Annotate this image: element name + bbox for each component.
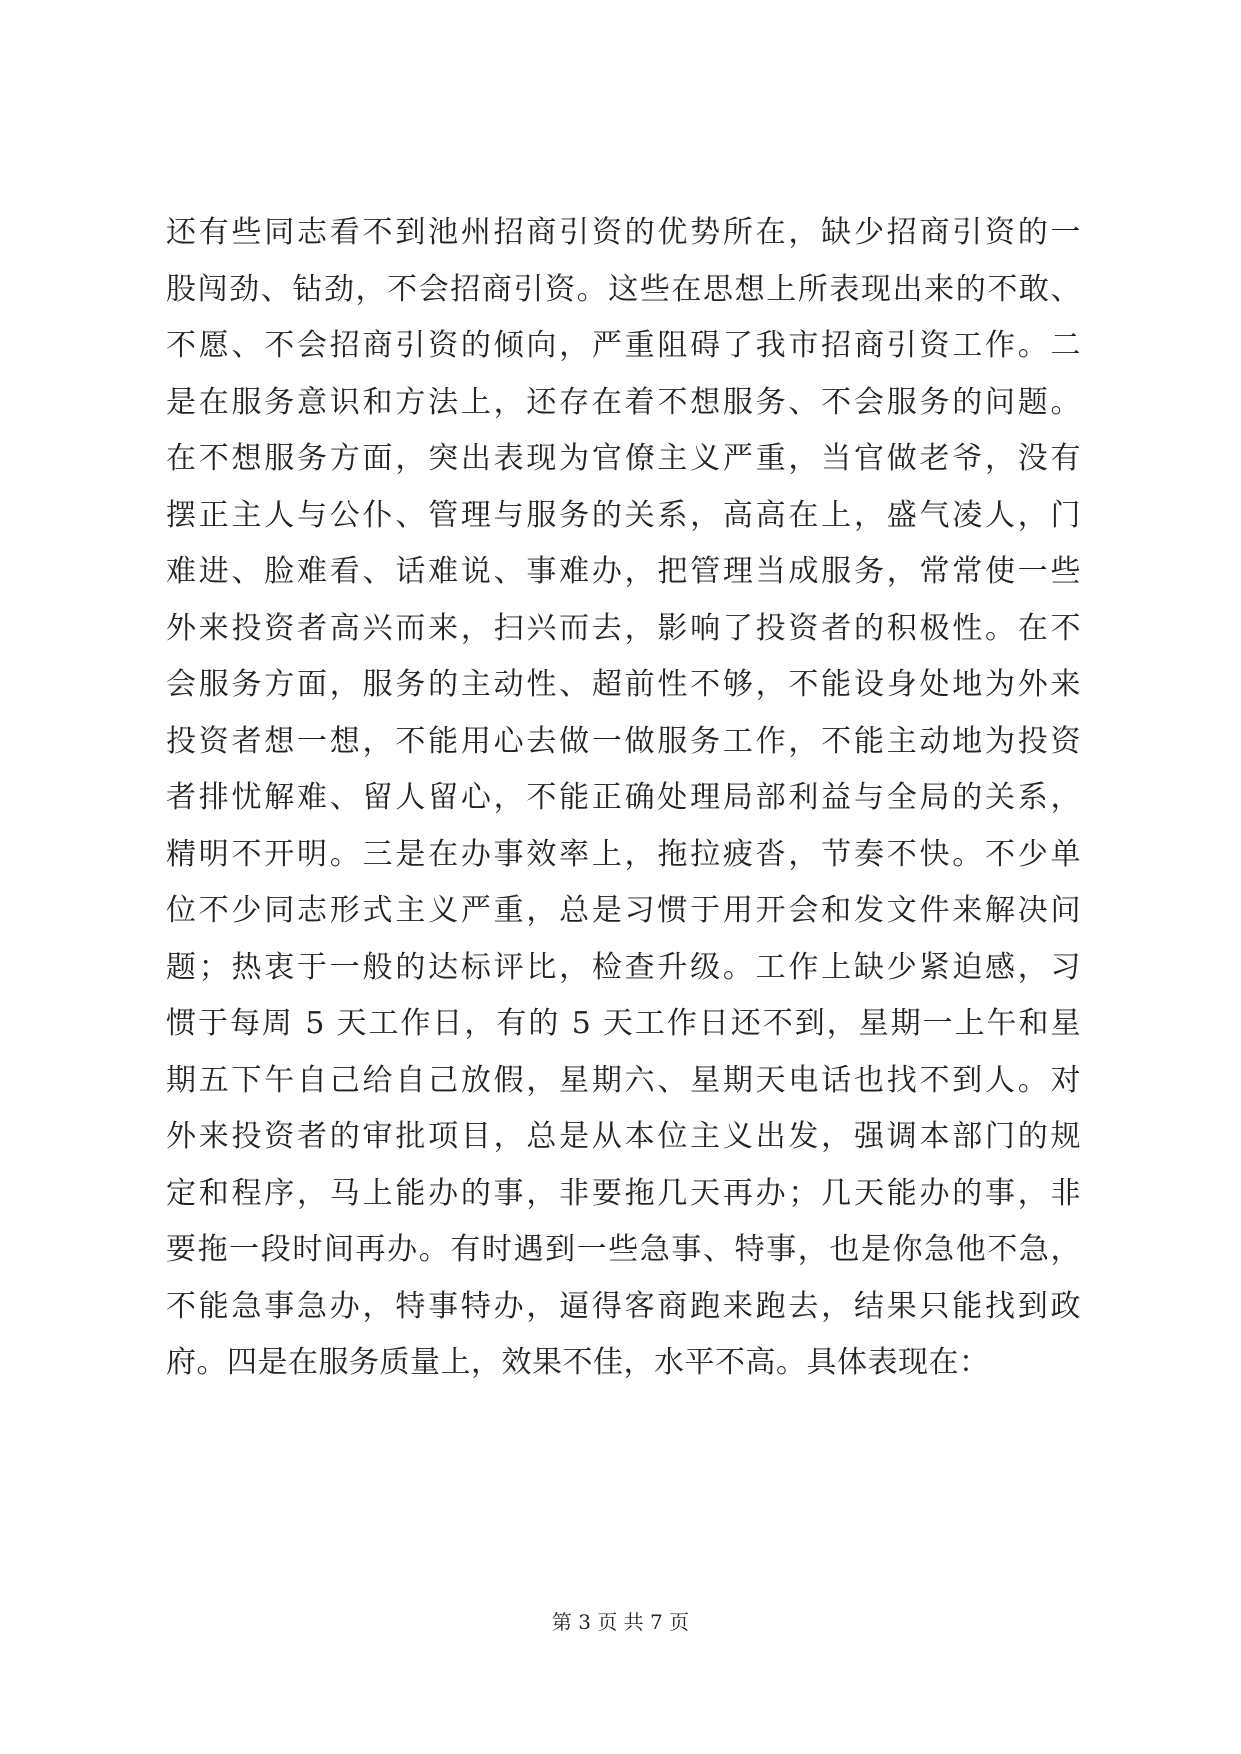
- text-line: 题；热衷于一般的达标评比，检查升级。工作上缺少紧迫感，习: [166, 949, 1081, 985]
- text-line: 精明不开明。三是在办事效率上，拖拉疲沓，节奏不快。不少单: [166, 836, 1081, 872]
- text-line: 股闯劲、钻劲，不会招商引资。这些在思想上所表现出来的不敢、: [166, 271, 1081, 307]
- text-line: 难进、脸难看、话难说、事难办，把管理当成服务，常常使一些: [166, 554, 1081, 589]
- text-line: 不能急事急办，特事特办，逼得客商跑来跑去，结果只能找到政: [166, 1288, 1081, 1324]
- text-line: 外来投资者高兴而来，扫兴而去，影响了投资者的积极性。在不: [166, 610, 1081, 646]
- text-line: 投资者想一想，不能用心去做一做服务工作，不能主动地为投资: [166, 723, 1081, 759]
- text-line: 还有些同志看不到池州招商引资的优势所在，缺少招商引资的一: [166, 215, 1081, 250]
- body-text: [166, 205, 1081, 1392]
- text-line: 府。四是在服务质量上，效果不佳，水平不高。具体表现在：: [166, 1345, 990, 1380]
- text-line: 惯于每周 5 天工作日，有的 5 天工作日还不到，星期一上午和星: [166, 1006, 1081, 1041]
- text-line: 在不想服务方面，突出表现为官僚主义严重，当官做老爷，没有: [166, 441, 1081, 476]
- text-line: 不愿、不会招商引资的倾向，严重阻碍了我市招商引资工作。二: [166, 328, 1081, 363]
- text-line: 是在服务意识和方法上，还存在着不想服务、不会服务的问题。: [166, 384, 1081, 420]
- text-line: 要拖一段时间再办。有时遇到一些急事、特事，也是你急他不急，: [166, 1232, 1081, 1267]
- text-line: 定和程序，马上能办的事，非要拖几天再办；几天能办的事，非: [166, 1175, 1081, 1211]
- page-number: 第 3 页 共 7 页: [551, 1610, 690, 1634]
- text-line: 位不少同志形式主义严重，总是习惯于用开会和发文件来解决问: [166, 893, 1081, 928]
- text-line: 期五下午自己给自己放假，星期六、星期天电话也找不到人。对: [166, 1062, 1081, 1098]
- text-line: 摆正主人与公仆、管理与服务的关系，高高在上，盛气凌人，门: [166, 497, 1081, 533]
- text-line: 外来投资者的审批项目，总是从本位主义出发，强调本部门的规: [166, 1119, 1081, 1154]
- text-line: 者排忧解难、留人留心，不能正确处理局部利益与全局的关系，: [166, 780, 1081, 815]
- text-line: 会服务方面，服务的主动性、超前性不够，不能设身处地为外来: [166, 667, 1081, 702]
